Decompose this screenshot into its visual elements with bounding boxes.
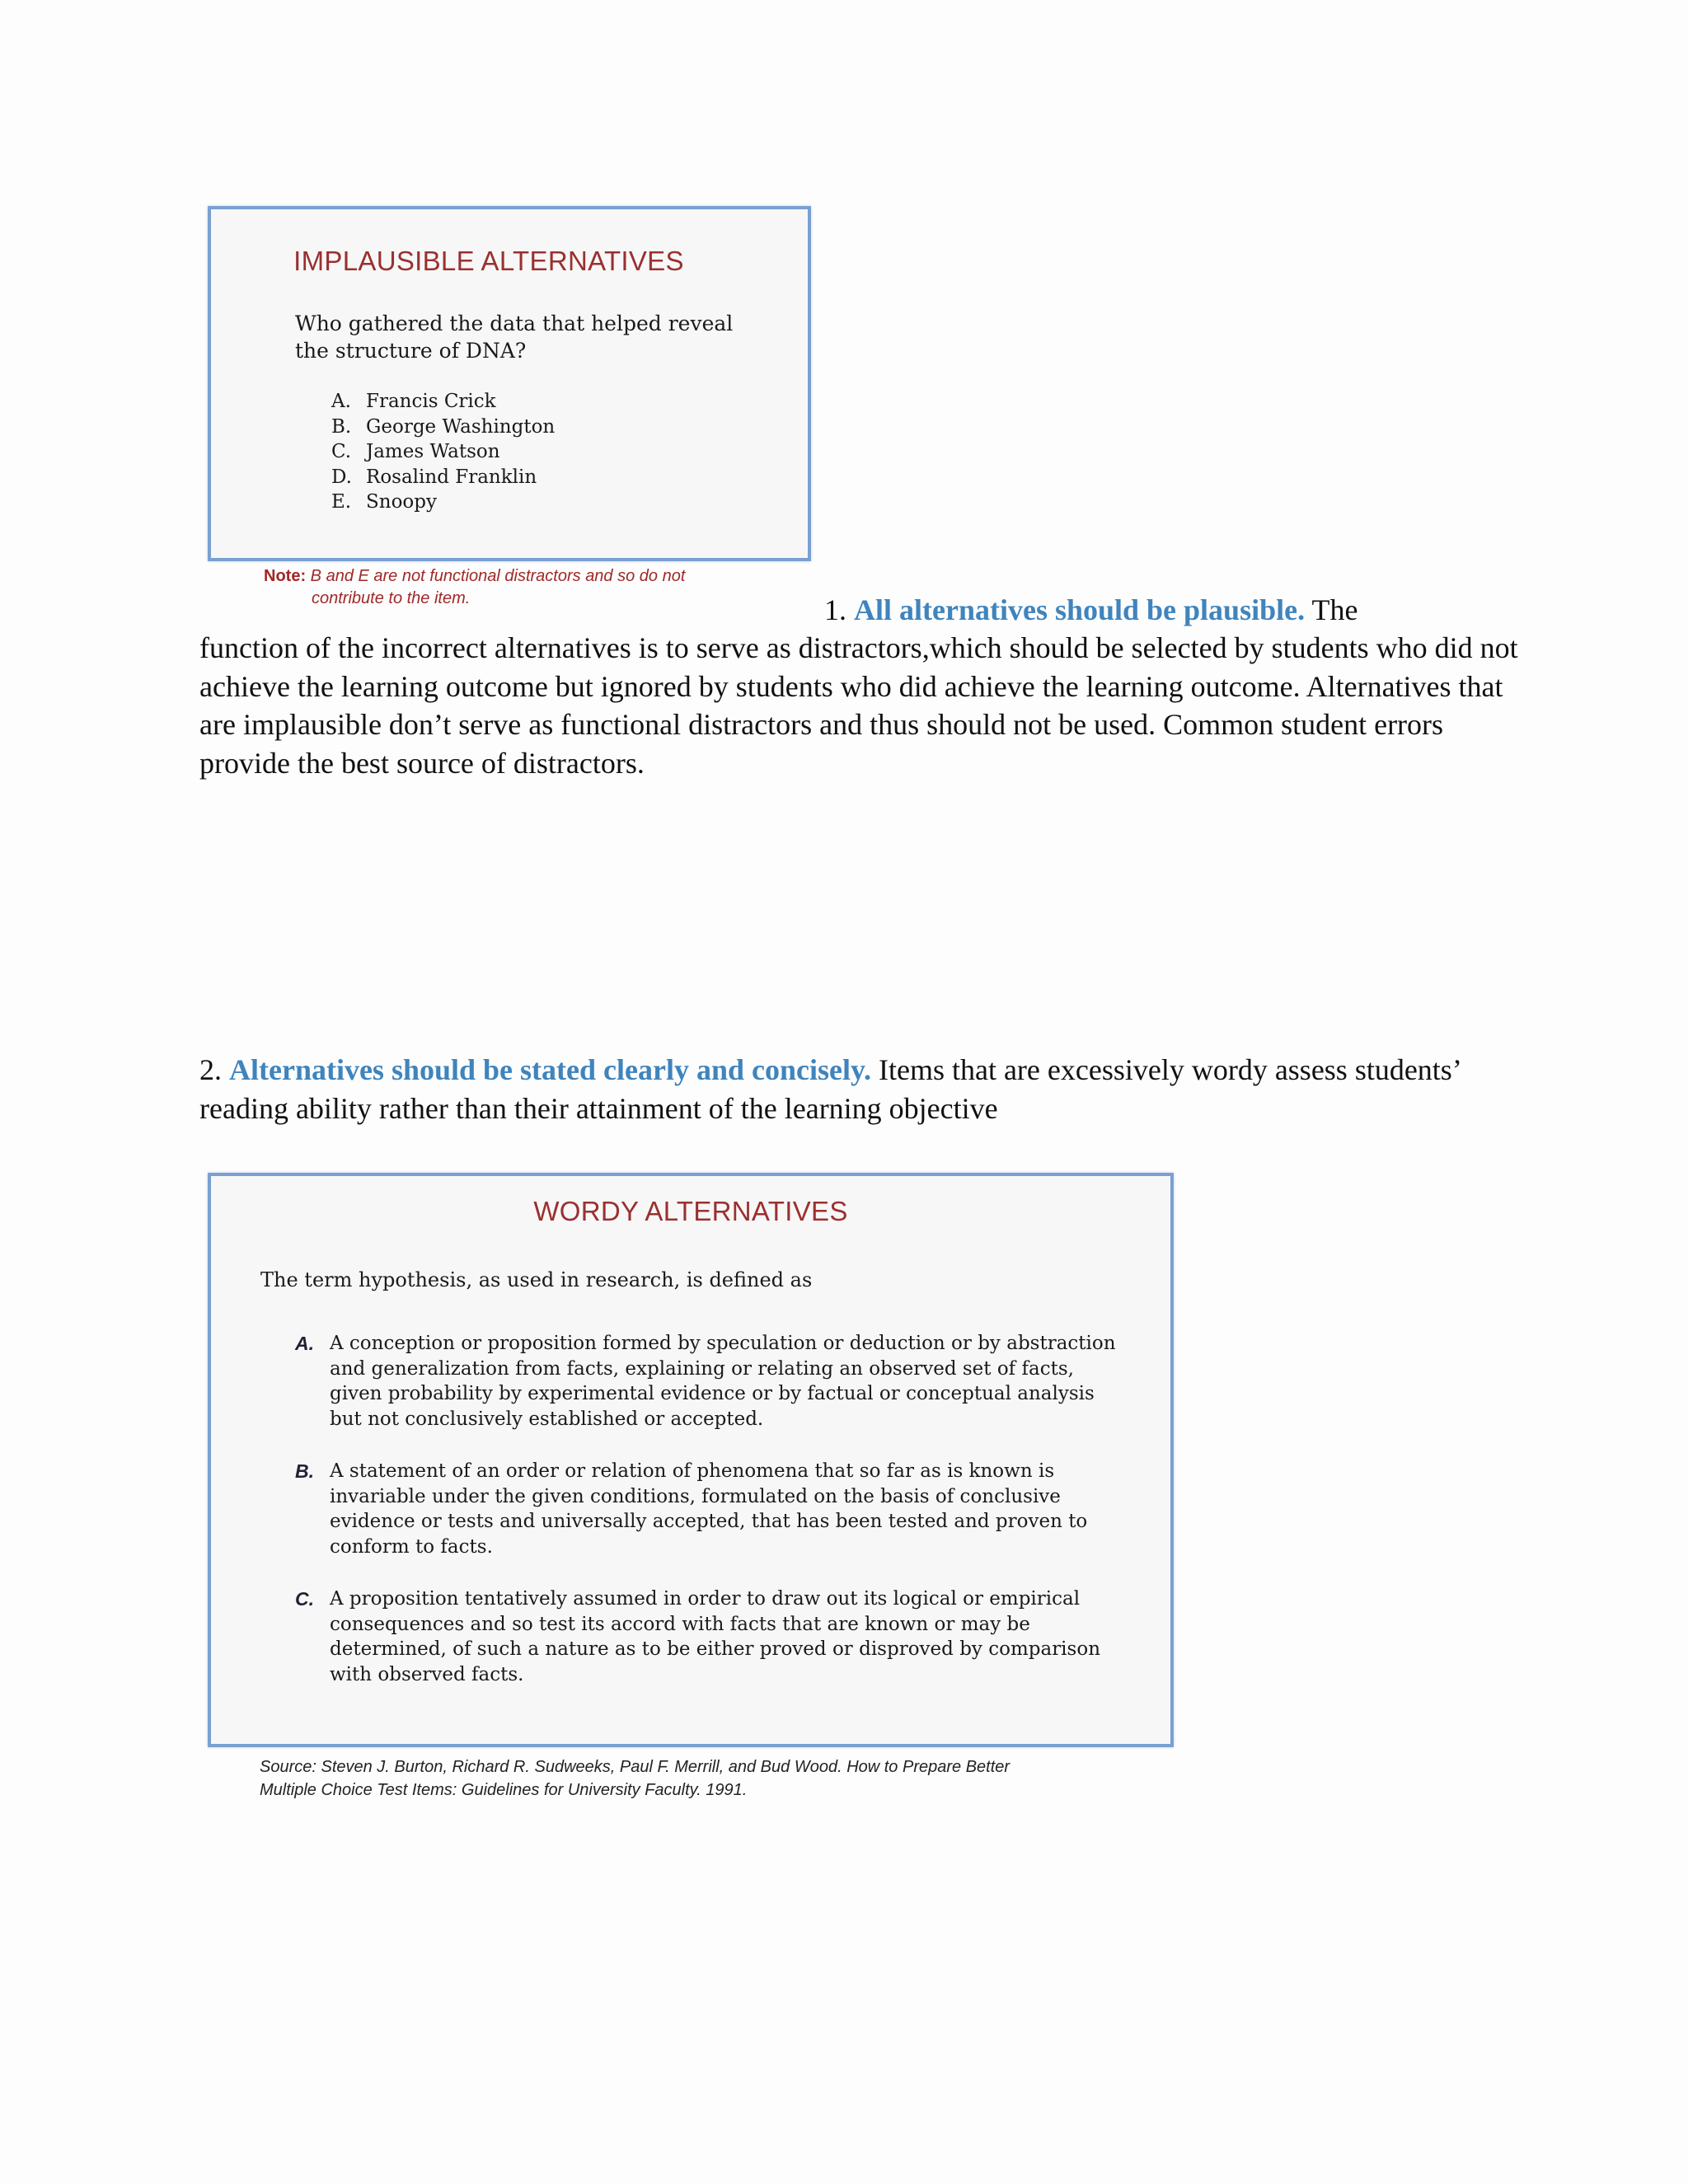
option-item: C. James Watson [331,441,500,462]
figure-note: Note: B and E are not functional distractors and so do not contribute to the item. [264,567,686,607]
option-item: D. Rosalind Franklin [331,466,537,488]
alternative-item: B. A statement of an order or relation of phenomena that so far as is known is invariable under the given conditions, formulated on the basis of conclusive evidence or tests and universally accepted, that has been tested and proven to conform to facts. [295,1460,1088,1558]
paragraph-2-heading: Alternatives should be stated clearly and concisely. [229,1053,871,1086]
figure-title: IMPLAUSIBLE ALTERNATIVES [293,246,684,276]
paragraph-1-lead: 1. All alternatives should be plausible. The [824,593,1358,626]
figure-question: The term hypothesis, as used in research, is defined as [260,1268,813,1291]
wordy-alternatives-figure [208,1173,1174,1747]
figure-question: Who gathered the data that helped reveal the structure of DNA? [295,312,734,363]
figure-source-citation: Source: Steven J. Burton, Richard R. Sudweeks, Paul F. Merrill, and Bud Wood. How to Prepare Better Multiple Choice Test Items: Guidelines for University Faculty. 1991. [260,1758,1010,1799]
option-item: A. Francis Crick [331,391,496,412]
implausible-alternatives-figure [208,206,811,561]
note-label: Note: [264,567,307,585]
figure-title: WORDY ALTERNATIVES [533,1196,848,1226]
paragraph-1-body: function of the incorrect alternatives is to serve as distractors,which should be selected by students who did not achieve the learning outcome but ignored by students who did achieve the learning outcome. Alternatives that are implausible don’t serve as functional distractors and thus should not be used. Common student errors provide the best source of distractors. [199,631,1518,780]
option-item: B. George Washington [331,415,556,438]
paragraph-1-heading: All alternatives should be plausible. [854,593,1306,626]
alternative-item: A. A conception or proposition formed by speculation or deduction or by abstraction and generalization from facts, explaining or relating an observed set of facts, given probability by experimental evidence or by factual or conceptual analysis but not conclusively established or accepted. [295,1333,1116,1430]
alternative-item: C. A proposition tentatively assumed in order to draw out its logical or empirical consequences and so test its accord with facts that are known or may be determined, of such a nature as to be either proved or disproved by comparison with observed facts. [295,1588,1101,1685]
option-item: E. Snoopy [331,491,437,513]
option-list [331,389,555,515]
paragraph-2: 2. Alternatives should be stated clearly and concisely. Items that are excessively wordy assess students’ reading ability rather than their attainment of the learning objective [199,1053,1461,1125]
